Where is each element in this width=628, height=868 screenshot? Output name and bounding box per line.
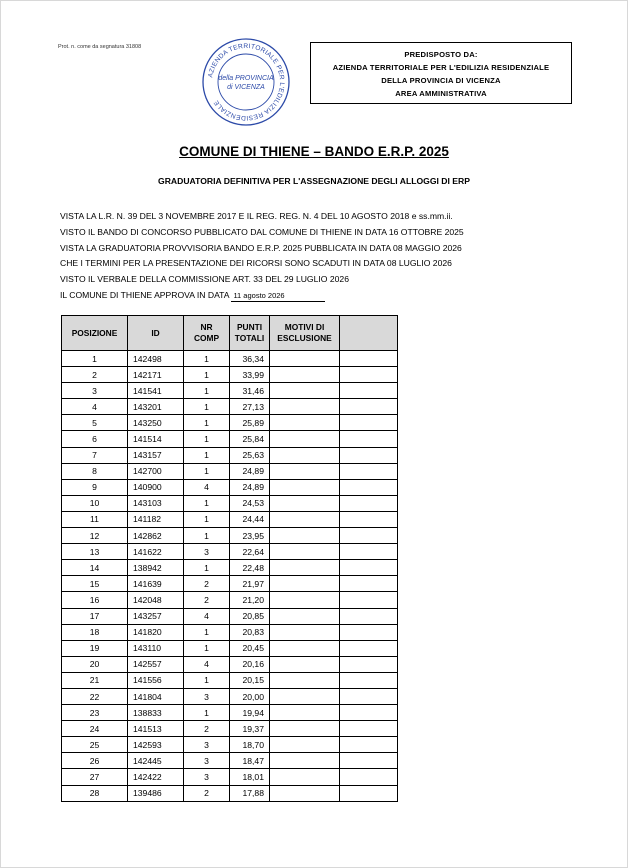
table-row [62,576,398,592]
table-row [62,431,398,447]
cell-nr-comp: 1 [184,624,230,640]
cell-posizione: 18 [62,624,128,640]
header-motivi-esclusione: MOTIVI DI ESCLUSIONE [270,316,340,351]
issuer-line: AREA AMMINISTRATIVA [395,89,487,98]
table-row [62,351,398,367]
cell-id: 141622 [128,544,184,560]
cell-motivi [270,592,340,608]
protocol-note: Prot. n. come da segnatura 31808 [58,44,142,50]
preamble-line: VISTO IL VERBALE DELLA COMMISSIONE ART. 33 DEL 29 LUGLIO 2026 [60,274,349,285]
cell-id: 139486 [128,785,184,801]
table-row [62,592,398,608]
cell-motivi [270,753,340,769]
table-row [62,753,398,769]
cell-posizione: 11 [62,511,128,527]
table-row [62,688,398,704]
cell-extra [340,528,398,544]
table-row [62,608,398,624]
cell-punti: 20,85 [230,608,270,624]
cell-id: 141513 [128,721,184,737]
cell-motivi [270,624,340,640]
cell-posizione: 12 [62,528,128,544]
table-row [62,769,398,785]
cell-nr-comp: 3 [184,753,230,769]
svg-text:di VICENZA: di VICENZA [227,84,265,91]
table-row [62,367,398,383]
cell-nr-comp: 3 [184,544,230,560]
cell-id: 142422 [128,769,184,785]
table-row [62,560,398,576]
cell-extra [340,479,398,495]
cell-nr-comp: 2 [184,576,230,592]
approval-line [60,288,580,304]
header-id: ID [128,316,184,351]
cell-punti: 18,47 [230,753,270,769]
cell-extra [340,592,398,608]
cell-motivi [270,479,340,495]
cell-motivi [270,495,340,511]
cell-nr-comp: 1 [184,463,230,479]
cell-posizione: 20 [62,656,128,672]
preamble-line: VISTA LA L.R. N. 39 DEL 3 NOVEMBRE 2017 E IL REG. REG. N. 4 DEL 10 AGOSTO 2018 e ss.mm.ii. [60,211,453,221]
cell-posizione: 17 [62,608,128,624]
cell-id: 142593 [128,737,184,753]
cell-posizione: 16 [62,592,128,608]
cell-motivi [270,608,340,624]
table-row [62,785,398,801]
cell-posizione: 2 [62,367,128,383]
cell-motivi [270,367,340,383]
cell-punti: 20,15 [230,672,270,688]
cell-punti: 24,89 [230,479,270,495]
table-row [62,737,398,753]
cell-nr-comp: 1 [184,672,230,688]
cell-id: 142445 [128,753,184,769]
cell-punti: 21,20 [230,592,270,608]
table-row [62,656,398,672]
issuer-line: PREDISPOSTO DA: [404,50,478,59]
table-row [62,511,398,527]
cell-punti: 24,53 [230,495,270,511]
cell-extra [340,415,398,431]
cell-extra [340,431,398,447]
cell-extra [340,367,398,383]
cell-motivi [270,705,340,721]
cell-id: 141514 [128,431,184,447]
cell-extra [340,640,398,656]
cell-motivi [270,399,340,415]
cell-posizione: 25 [62,737,128,753]
cell-posizione: 22 [62,688,128,704]
agency-seal-stamp [200,36,292,128]
cell-extra [340,544,398,560]
cell-id: 141639 [128,576,184,592]
cell-id: 141820 [128,624,184,640]
cell-motivi [270,351,340,367]
table-header-row [62,316,398,351]
cell-punti: 17,88 [230,785,270,801]
cell-punti: 20,00 [230,688,270,704]
cell-extra [340,624,398,640]
cell-motivi [270,511,340,527]
cell-nr-comp: 4 [184,656,230,672]
issuer-line: DELLA PROVINCIA DI VICENZA [381,76,501,85]
cell-extra [340,721,398,737]
table-row [62,495,398,511]
cell-id: 141182 [128,511,184,527]
cell-punti: 31,46 [230,383,270,399]
header-nr-comp: NR COMP [184,316,230,351]
cell-posizione: 13 [62,544,128,560]
table-row [62,672,398,688]
cell-id: 143110 [128,640,184,656]
document-subtitle: GRADUATORIA DEFINITIVA PER L'ASSEGNAZIONE DEGLI ALLOGGI DI ERP [158,176,470,186]
cell-posizione: 28 [62,785,128,801]
cell-punti: 25,63 [230,447,270,463]
cell-extra [340,769,398,785]
table-row [62,624,398,640]
issuer-line: AZIENDA TERRITORIALE PER L'EDILIZIA RESIDENZIALE [332,63,550,72]
cell-punti: 22,64 [230,544,270,560]
cell-motivi [270,640,340,656]
cell-nr-comp: 1 [184,640,230,656]
cell-nr-comp: 1 [184,705,230,721]
cell-id: 138833 [128,705,184,721]
cell-motivi [270,721,340,737]
cell-nr-comp: 1 [184,351,230,367]
cell-nr-comp: 3 [184,769,230,785]
cell-punti: 20,16 [230,656,270,672]
preamble-line: VISTO IL BANDO DI CONCORSO PUBBLICATO DAL COMUNE DI THIENE IN DATA 16 OTTOBRE 2025 [60,226,464,237]
cell-nr-comp: 1 [184,431,230,447]
preamble-line: CHE I TERMINI PER LA PRESENTAZIONE DEI RICORSI SONO SCADUTI IN DATA 08 LUGLIO 2026 [60,258,452,269]
cell-punti: 20,45 [230,640,270,656]
cell-extra [340,656,398,672]
table-row [62,640,398,656]
table-row [62,463,398,479]
cell-extra [340,351,398,367]
cell-id: 143250 [128,415,184,431]
cell-motivi [270,560,340,576]
cell-id: 143157 [128,447,184,463]
cell-punti: 36,34 [230,351,270,367]
cell-extra [340,785,398,801]
cell-id: 143201 [128,399,184,415]
table-row [62,447,398,463]
cell-posizione: 9 [62,479,128,495]
cell-motivi [270,576,340,592]
cell-motivi [270,672,340,688]
cell-punti: 24,44 [230,511,270,527]
header-posizione: POSIZIONE [62,316,128,351]
cell-motivi [270,688,340,704]
cell-posizione: 15 [62,576,128,592]
cell-punti: 21,97 [230,576,270,592]
cell-nr-comp: 2 [184,785,230,801]
cell-posizione: 26 [62,753,128,769]
cell-punti: 27,13 [230,399,270,415]
approval-label: IL COMUNE DI THIENE APPROVA IN DATA [60,289,230,300]
cell-posizione: 8 [62,463,128,479]
cell-nr-comp: 1 [184,560,230,576]
cell-posizione: 6 [62,431,128,447]
issuer-box [310,42,572,104]
cell-extra [340,705,398,721]
table-row [62,544,398,560]
cell-punti: 18,70 [230,737,270,753]
cell-motivi [270,785,340,801]
cell-id: 140900 [128,479,184,495]
cell-id: 142171 [128,367,184,383]
header-punti-totali: PUNTI TOTALI [230,316,270,351]
cell-id: 142498 [128,351,184,367]
cell-posizione: 5 [62,415,128,431]
header-empty [340,316,398,351]
cell-posizione: 1 [62,351,128,367]
cell-posizione: 27 [62,769,128,785]
table-row [62,383,398,399]
cell-punti: 19,37 [230,721,270,737]
cell-posizione: 24 [62,721,128,737]
cell-id: 142700 [128,463,184,479]
cell-extra [340,447,398,463]
cell-posizione: 19 [62,640,128,656]
preamble-line: VISTA LA GRADUATORIA PROVVISORIA BANDO E.R.P. 2025 PUBBLICATA IN DATA 08 MAGGIO 2026 [60,242,462,253]
cell-motivi [270,528,340,544]
cell-punti: 22,48 [230,560,270,576]
cell-punti: 25,84 [230,431,270,447]
cell-extra [340,495,398,511]
cell-id: 141556 [128,672,184,688]
cell-nr-comp: 1 [184,495,230,511]
cell-extra [340,383,398,399]
cell-punti: 23,95 [230,528,270,544]
cell-nr-comp: 1 [184,415,230,431]
cell-nr-comp: 2 [184,721,230,737]
svg-text:AZIENDA TERRITORIALE PER L'EDI: AZIENDA TERRITORIALE PER L'EDILIZIA RESIDENZIALE [207,42,286,122]
table-row [62,721,398,737]
table-row [62,399,398,415]
cell-punti: 19,94 [230,705,270,721]
table-row [62,705,398,721]
cell-id: 142557 [128,656,184,672]
cell-nr-comp: 2 [184,592,230,608]
cell-nr-comp: 4 [184,608,230,624]
cell-punti: 25,89 [230,415,270,431]
cell-id: 143103 [128,495,184,511]
ranking-table [61,315,398,802]
cell-extra [340,576,398,592]
cell-extra [340,672,398,688]
cell-id: 142048 [128,592,184,608]
cell-extra [340,560,398,576]
cell-extra [340,511,398,527]
cell-nr-comp: 1 [184,383,230,399]
cell-nr-comp: 1 [184,399,230,415]
cell-posizione: 23 [62,705,128,721]
cell-motivi [270,415,340,431]
cell-motivi [270,463,340,479]
table-row [62,479,398,495]
preamble [60,209,580,304]
cell-extra [340,753,398,769]
cell-motivi [270,769,340,785]
cell-extra [340,688,398,704]
cell-nr-comp: 3 [184,688,230,704]
cell-punti: 33,99 [230,367,270,383]
cell-motivi [270,737,340,753]
cell-nr-comp: 4 [184,479,230,495]
cell-id: 142862 [128,528,184,544]
cell-nr-comp: 1 [184,511,230,527]
approval-date: 11 agosto 2026 [231,291,325,302]
cell-nr-comp: 1 [184,367,230,383]
cell-nr-comp: 1 [184,528,230,544]
cell-id: 143257 [128,608,184,624]
cell-posizione: 7 [62,447,128,463]
cell-extra [340,737,398,753]
cell-motivi [270,447,340,463]
cell-nr-comp: 1 [184,447,230,463]
cell-motivi [270,656,340,672]
cell-punti: 18,01 [230,769,270,785]
cell-posizione: 14 [62,560,128,576]
cell-motivi [270,431,340,447]
cell-punti: 24,89 [230,463,270,479]
table-row [62,415,398,431]
table-row [62,528,398,544]
cell-id: 138942 [128,560,184,576]
cell-motivi [270,544,340,560]
cell-nr-comp: 3 [184,737,230,753]
cell-punti: 20,83 [230,624,270,640]
cell-posizione: 10 [62,495,128,511]
cell-posizione: 3 [62,383,128,399]
cell-extra [340,399,398,415]
cell-posizione: 21 [62,672,128,688]
svg-text:della PROVINCIA: della PROVINCIA [218,75,274,82]
cell-motivi [270,383,340,399]
cell-extra [340,608,398,624]
cell-posizione: 4 [62,399,128,415]
cell-extra [340,463,398,479]
cell-id: 141804 [128,688,184,704]
document-title: COMUNE DI THIENE – BANDO E.R.P. 2025 [179,144,449,159]
cell-id: 141541 [128,383,184,399]
